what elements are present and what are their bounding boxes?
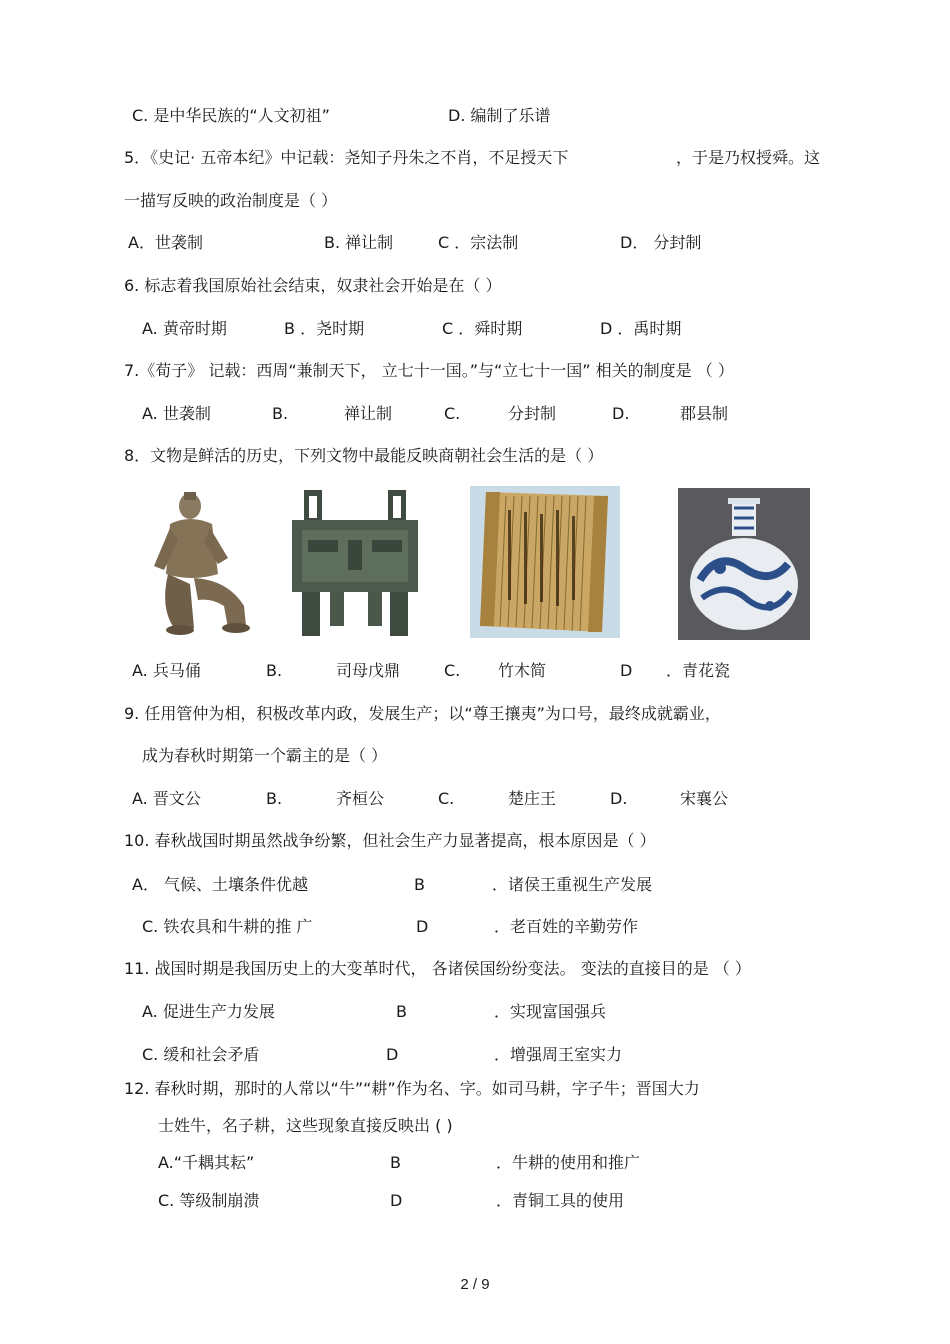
q12-stem-line1: 12. 春秋时期，那时的人常以“牛”“耕”作为名、字。如司马耕，字子牛；晋国大力 <box>124 1079 700 1098</box>
q7-option-a: A. 世袭制 <box>142 404 211 423</box>
q6-option-c: C ．舜时期 <box>442 319 523 338</box>
q8-stem: 8．文物是鲜活的历史，下列文物中最能反映商朝社会生活的是（ ） <box>124 446 604 465</box>
q9-option-d-letter: D. <box>610 789 628 808</box>
q11-option-d-letter: D <box>386 1045 399 1064</box>
q10-stem: 10. 春秋战国时期虽然战争纷繁，但社会生产力显著提高，根本原因是（ ） <box>124 831 656 850</box>
q5-option-c: C ．宗法制 <box>438 233 519 252</box>
q6-option-a: A. 黄帝时期 <box>142 319 227 338</box>
q6-option-d: D ．禹时期 <box>600 319 682 338</box>
q5-stem-line2: 一描写反映的政治制度是（ ） <box>124 191 338 210</box>
simuwu-ding-image <box>288 488 422 638</box>
q4-option-d: D. 编制了乐谱 <box>448 106 551 125</box>
q10-option-b-letter: B <box>414 875 425 894</box>
q8-option-a: A. 兵马俑 <box>132 661 201 680</box>
q9-option-d-text: 宋襄公 <box>680 789 729 808</box>
q9-stem-line1: 9. 任用管仲为相，积极改革内政，发展生产；以“尊王攘夷”为口号，最终成就霸业， <box>124 704 721 723</box>
q9-option-c-text: 楚庄王 <box>508 789 557 808</box>
q10-option-a: A． 气候、土壤条件优越 <box>132 875 309 894</box>
q12-option-a: A.“千耦其耘” <box>158 1153 255 1172</box>
q11-option-a: A. 促进生产力发展 <box>142 1002 275 1021</box>
bamboo-slips-image <box>470 486 620 638</box>
q9-option-c-letter: C. <box>438 789 455 808</box>
q9-option-b-text: 齐桓公 <box>336 789 385 808</box>
q8-option-b-letter: B. <box>266 661 283 680</box>
q9-stem-line2: 成为春秋时期第一个霸主的是（ ） <box>142 746 388 765</box>
q5-stem-line1-end: ，于是乃权授舜。这 <box>676 148 821 167</box>
q10-option-b-text: ．诸侯王重视生产发展 <box>492 875 653 894</box>
q11-option-b-text: ．实现富国强兵 <box>494 1002 607 1021</box>
q12-stem-line2: 士姓牛，名子耕，这些现象直接反映出 ( ) <box>158 1116 453 1135</box>
q9-option-a: A. 晋文公 <box>132 789 201 808</box>
q5-option-b: B. 禅让制 <box>324 233 394 252</box>
q7-option-d-text: 郡县制 <box>680 404 729 423</box>
q11-option-b-letter: B <box>396 1002 407 1021</box>
q12-option-c: C. 等级制崩溃 <box>158 1191 260 1210</box>
q5-option-a: A．世袭制 <box>128 233 203 252</box>
q7-stem: 7.《荀子》 记载：西周“兼制天下， 立七十一国。”与“立七十一国” 相关的制度是 （ ） <box>124 361 734 380</box>
q4-option-c: C. 是中华民族的“人文初祖” <box>132 106 330 125</box>
q8-option-c-text: 竹木简 <box>498 661 547 680</box>
q11-stem: 11. 战国时期是我国历史上的大变革时代， 各诸侯国纷纷变法。 变法的直接目的是 （ ） <box>124 959 751 978</box>
q7-option-b-text: 禅让制 <box>344 404 393 423</box>
terracotta-warrior-image <box>140 488 256 638</box>
q10-option-c: C. 铁农具和牛耕的推 广 <box>142 917 313 936</box>
blue-white-porcelain-image <box>678 488 810 640</box>
q12-option-b-text: ．牛耕的使用和推广 <box>496 1153 641 1172</box>
q12-option-d-text: ．青铜工具的使用 <box>496 1191 625 1210</box>
q9-option-b-letter: B. <box>266 789 283 808</box>
q11-option-d-text: ．增强周王室实力 <box>494 1045 623 1064</box>
q7-option-d-letter: D. <box>612 404 630 423</box>
q7-option-b-letter: B. <box>272 404 289 423</box>
q10-option-d-text: ．老百姓的辛勤劳作 <box>494 917 639 936</box>
q7-option-c-text: 分封制 <box>508 404 557 423</box>
q6-stem: 6. 标志着我国原始社会结束，奴隶社会开始是在（ ） <box>124 276 502 295</box>
q10-option-d-letter: D <box>416 917 429 936</box>
q11-option-c: C. 缓和社会矛盾 <box>142 1045 260 1064</box>
q5-stem-line1: 5．《史记· 五帝本纪》中记载：尧知子丹朱之不肖，不足授天下 <box>124 148 569 167</box>
q6-option-b: B ．尧时期 <box>284 319 365 338</box>
q8-option-b-text: 司母戊鼎 <box>336 661 401 680</box>
q7-option-c-letter: C. <box>444 404 461 423</box>
q8-option-c-letter: C. <box>444 661 461 680</box>
q12-option-b-letter: B <box>390 1153 401 1172</box>
q5-option-d: D． 分封制 <box>620 233 702 252</box>
q8-option-d-text: ．青花瓷 <box>666 661 731 680</box>
page-number: 2 / 9 <box>460 1276 490 1293</box>
q8-option-d-letter: D <box>620 661 633 680</box>
q12-option-d-letter: D <box>390 1191 403 1210</box>
